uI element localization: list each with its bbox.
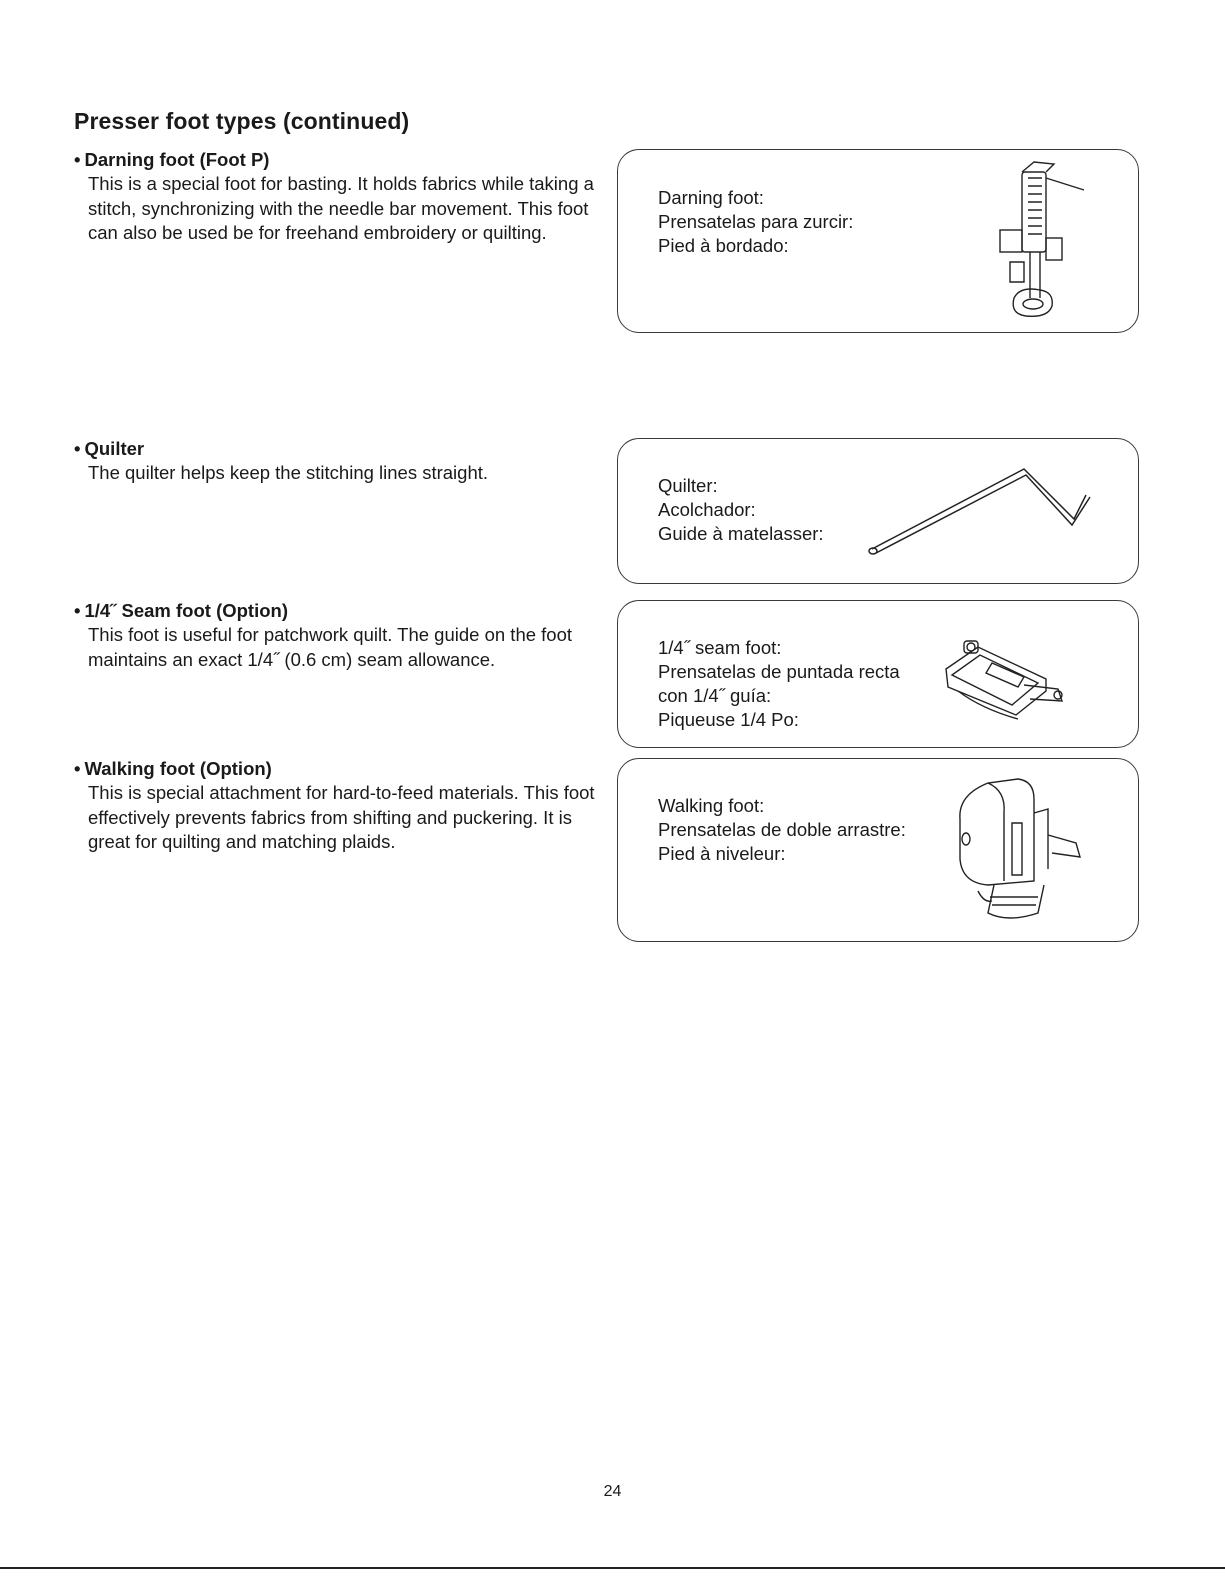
section-heading: • Darning foot (Foot P) [74,149,270,170]
quilter-guide-icon [864,461,1104,561]
bullet: • [74,149,81,170]
section-body: This foot is useful for patchwork quilt. The guide on the foot maintains an exact 1/4˝ (0.6 cm) seam allowance. [88,624,573,670]
section-heading: • Quilter [74,438,145,459]
label-fr: Piqueuse 1/4 Po: [658,709,799,730]
label-en: Walking foot: [658,795,765,816]
section-heading: • 1/4˝ Seam foot (Option) [74,600,288,621]
bullet: • [74,600,81,621]
section-quilter [74,437,604,486]
section-body: This is special attachment for hard-to-feed materials. This foot effectively prevents fabrics from shifting and puckering. It is great for quilting and matching plaids. [88,782,595,852]
label-es: Prensatelas de doble arrastre: [658,819,906,840]
label-es-2: con 1/4˝ guía: [658,685,772,706]
label-list [658,794,906,866]
label-es: Acolchador: [658,499,756,520]
label-es: Prensatelas de puntada recta [658,661,900,682]
section-body: The quilter helps keep the stitching lines straight. [88,462,489,483]
label-fr: Pied à niveleur: [658,843,786,864]
quilter-box [617,438,1139,584]
label-fr: Guide à matelasser: [658,523,824,544]
label-fr: Pied à bordado: [658,235,789,256]
section-heading: • Walking foot (Option) [74,758,272,779]
label-list [658,636,900,732]
darning-foot-box [617,149,1139,333]
walking-foot-box [617,758,1139,942]
walking-foot-icon [948,773,1088,933]
bottom-rule [0,1567,1225,1569]
darning-foot-icon [980,158,1100,328]
bullet: • [74,758,81,779]
seam-foot-icon [938,629,1078,729]
section-body: This is a special foot for basting. It holds fabrics while taking a stitch, synchronizing with the needle bar movement. This foot can also be used be for freehand embroidery or quilting. [88,173,594,243]
page-title: Presser foot types (continued) [74,108,410,134]
label-en: Darning foot: [658,187,764,208]
label-list [658,186,853,258]
section-seam-foot [74,599,604,672]
label-list [658,474,824,546]
bullet: • [74,438,81,459]
section-walking-foot [74,757,604,855]
label-en: 1/4˝ seam foot: [658,637,782,658]
label-en: Quilter: [658,475,718,496]
label-es: Prensatelas para zurcir: [658,211,854,232]
section-darning-foot [74,148,604,246]
seam-foot-box [617,600,1139,748]
page-number: 24 [603,1483,622,1500]
